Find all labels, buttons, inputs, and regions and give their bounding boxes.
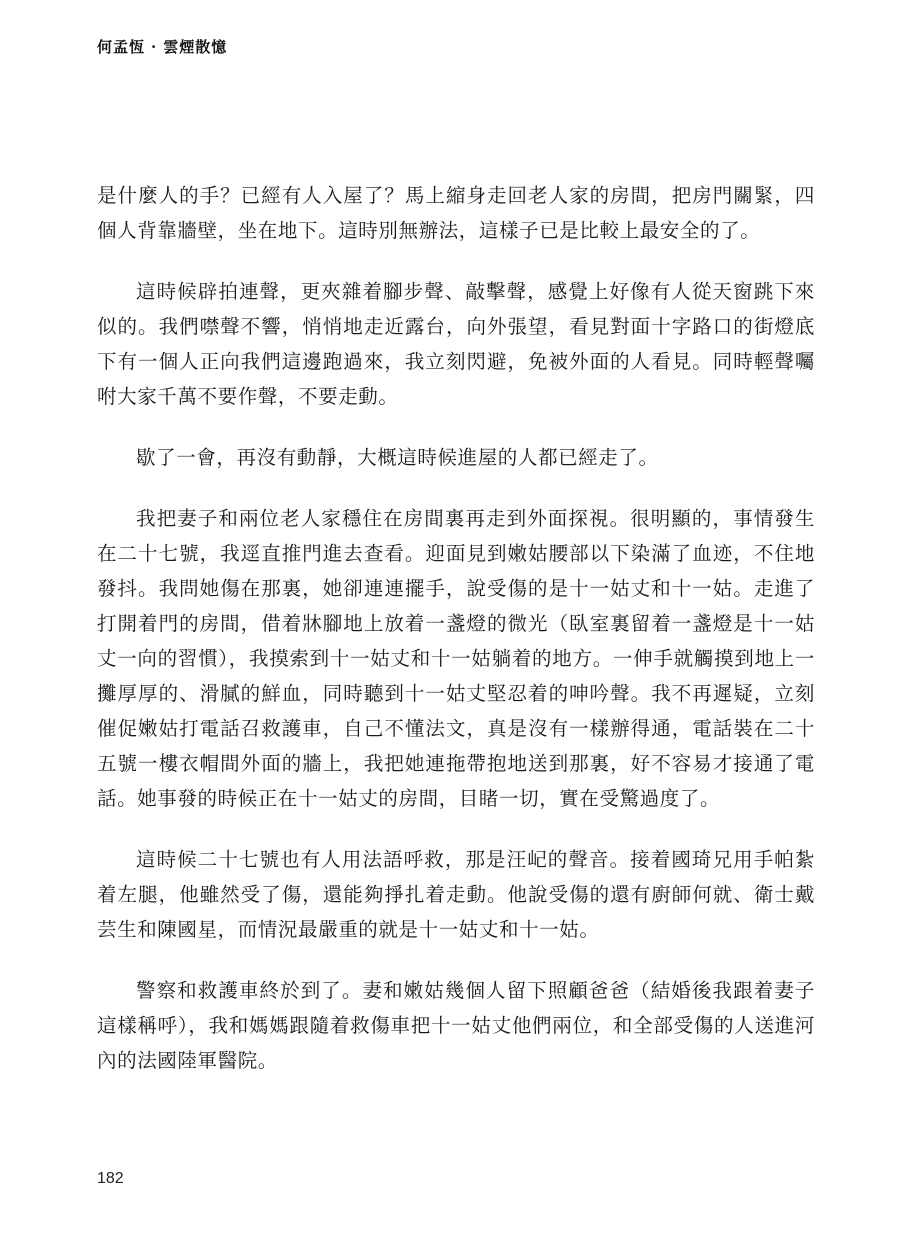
paragraph-continued: 是什麼人的手？已經有人入屋了？馬上縮身走回老人家的房間，把房門關緊，四個人背靠牆壁，坐在地下。這時別無辦法，這樣子已是比較上最安全的了。 xyxy=(97,184,815,242)
header-book-title: 雲煙散憶 xyxy=(163,38,228,56)
header-separator: · xyxy=(151,38,158,56)
running-header xyxy=(97,36,227,57)
page-number: 182 xyxy=(97,1170,124,1187)
paragraph: 我把妻子和兩位老人家穩住在房間裏再走到外面探視。很明顯的，事情發生在二十七號，我逕直推門進去查看。迎面見到嫩姑腰部以下染滿了血迹，不住地發抖。我問她傷在那裏，她卻連連擺手，說受傷的是十一姑丈和十一姑。走進了打開着門的房間，借着牀腳地上放着一盞燈的微光（臥室裏留着一盞燈是十一姑丈一向的習慣），我摸索到十一姑丈和十一姑躺着的地方。一伸手就觸摸到地上一攤厚厚的、滑膩的鮮血，同時聽到十一姑丈堅忍着的呻吟聲。我不再遲疑，立刻催促嫩姑打電話召救護車，自己不懂法文，真是沒有一樣辦得通，電話裝在二十五號一樓衣帽間外面的牆上，我把她連拖帶抱地送到那裏，好不容易才接通了電話。她事發的時候正在十一姑丈的房間，目睹一切，實在受驚過度了。 xyxy=(97,507,815,810)
paragraph: 這時候辟拍連聲，更夾雜着腳步聲、敲擊聲，感覺上好像有人從天窗跳下來似的。我們噤聲不響，悄悄地走近露台，向外張望，看見對面十字路口的街燈底下有一個人正向我們這邊跑過來，我立刻閃避，免被外面的人看見。同時輕聲囑咐大家千萬不要作聲，不要走動。 xyxy=(97,280,815,408)
body-text xyxy=(97,178,815,1104)
paragraph: 警察和救護車終於到了。妻和嫩姑幾個人留下照顧爸爸（結婚後我跟着妻子這樣稱呼），我和媽媽跟隨着救傷車把十一姑丈他們兩位，和全部受傷的人送進河內的法國陸軍醫院。 xyxy=(97,979,815,1072)
paragraph: 歇了一會，再沒有動靜，大概這時候進屋的人都已經走了。 xyxy=(136,446,659,469)
paragraph: 這時候二十七號也有人用法語呼救，那是汪屺的聲音。接着國琦兄用手帕紮着左腿，他雖然受了傷，還能夠掙扎着走動。他說受傷的還有廚師何就、衛士戴芸生和陳國星，而情況最嚴重的就是十一姑丈和十一姑。 xyxy=(97,848,815,941)
header-author: 何孟恆 xyxy=(97,38,146,56)
